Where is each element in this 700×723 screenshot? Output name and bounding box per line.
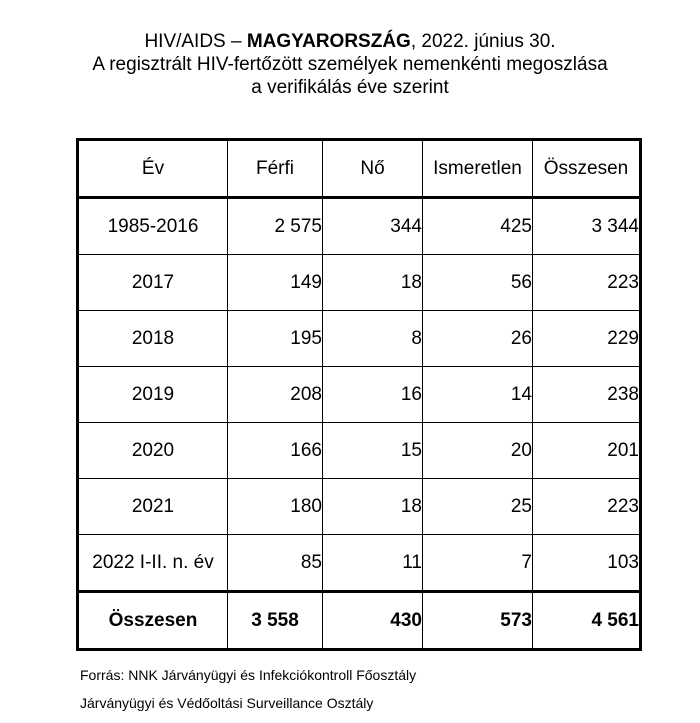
cell-unknown: 7 [423, 535, 533, 592]
cell-total: 223 [533, 255, 641, 311]
cell-male: 180 [228, 479, 323, 535]
header-female: Nő [323, 140, 423, 198]
cell-female: 11 [323, 535, 423, 592]
cell-total: 238 [533, 367, 641, 423]
header-row [78, 140, 641, 198]
cell-male: 85 [228, 535, 323, 592]
cell-year: 2020 [78, 423, 228, 479]
cell-female: 18 [323, 479, 423, 535]
total-label: Összesen [78, 592, 228, 650]
cell-female: 18 [323, 255, 423, 311]
table-row [78, 198, 641, 255]
source-line-1: Forrás: NNK Járványügyi és Infekciókontroll Főosztály [80, 667, 417, 683]
total-total: 4 561 [533, 592, 641, 650]
table-footer [78, 592, 641, 650]
header-total: Összesen [533, 140, 641, 198]
cell-unknown: 14 [423, 367, 533, 423]
title-country: MAGYARORSZÁG [246, 31, 411, 52]
cell-male: 2 575 [228, 198, 323, 255]
cell-total: 201 [533, 423, 641, 479]
cell-total: 229 [533, 311, 641, 367]
cell-year: 2017 [78, 255, 228, 311]
title-line-3: a verifikálás éve szerint [251, 77, 449, 98]
table-row [78, 367, 641, 423]
cell-female: 344 [323, 198, 423, 255]
title-prefix: HIV/AIDS – [144, 31, 247, 52]
cell-year: 2019 [78, 367, 228, 423]
cell-unknown: 56 [423, 255, 533, 311]
table-row [78, 535, 641, 592]
table-row [78, 311, 641, 367]
cell-male: 208 [228, 367, 323, 423]
total-male: 3 558 [228, 592, 323, 650]
cell-total: 3 344 [533, 198, 641, 255]
cell-unknown: 425 [423, 198, 533, 255]
cell-female: 16 [323, 367, 423, 423]
header-unknown: Ismeretlen [423, 140, 533, 198]
header-male: Férfi [228, 140, 323, 198]
cell-year: 2022 I-II. n. év [78, 535, 228, 592]
cell-year: 2018 [78, 311, 228, 367]
total-unknown: 573 [423, 592, 533, 650]
table-row [78, 479, 641, 535]
table-body [78, 198, 641, 592]
cell-male: 166 [228, 423, 323, 479]
header-year: Év [78, 140, 228, 198]
table-header [78, 140, 641, 198]
cell-unknown: 20 [423, 423, 533, 479]
hiv-statistics-table [76, 138, 642, 651]
cell-unknown: 26 [423, 311, 533, 367]
cell-male: 149 [228, 255, 323, 311]
title-line-1 [0, 30, 700, 53]
cell-year: 1985-2016 [78, 198, 228, 255]
title-line-2: A regisztrált HIV-fertőzött személyek nemenkénti megoszlása [92, 54, 608, 75]
cell-total: 103 [533, 535, 641, 592]
table-row [78, 255, 641, 311]
page-title [0, 30, 700, 99]
cell-female: 15 [323, 423, 423, 479]
source-line-2: Járványügyi és Védőoltási Surveillance Osztály [80, 695, 374, 711]
cell-unknown: 25 [423, 479, 533, 535]
title-date: , 2022. június 30. [410, 31, 556, 52]
total-row [78, 592, 641, 650]
cell-year: 2021 [78, 479, 228, 535]
table-row [78, 423, 641, 479]
total-female: 430 [323, 592, 423, 650]
cell-male: 195 [228, 311, 323, 367]
cell-female: 8 [323, 311, 423, 367]
cell-total: 223 [533, 479, 641, 535]
